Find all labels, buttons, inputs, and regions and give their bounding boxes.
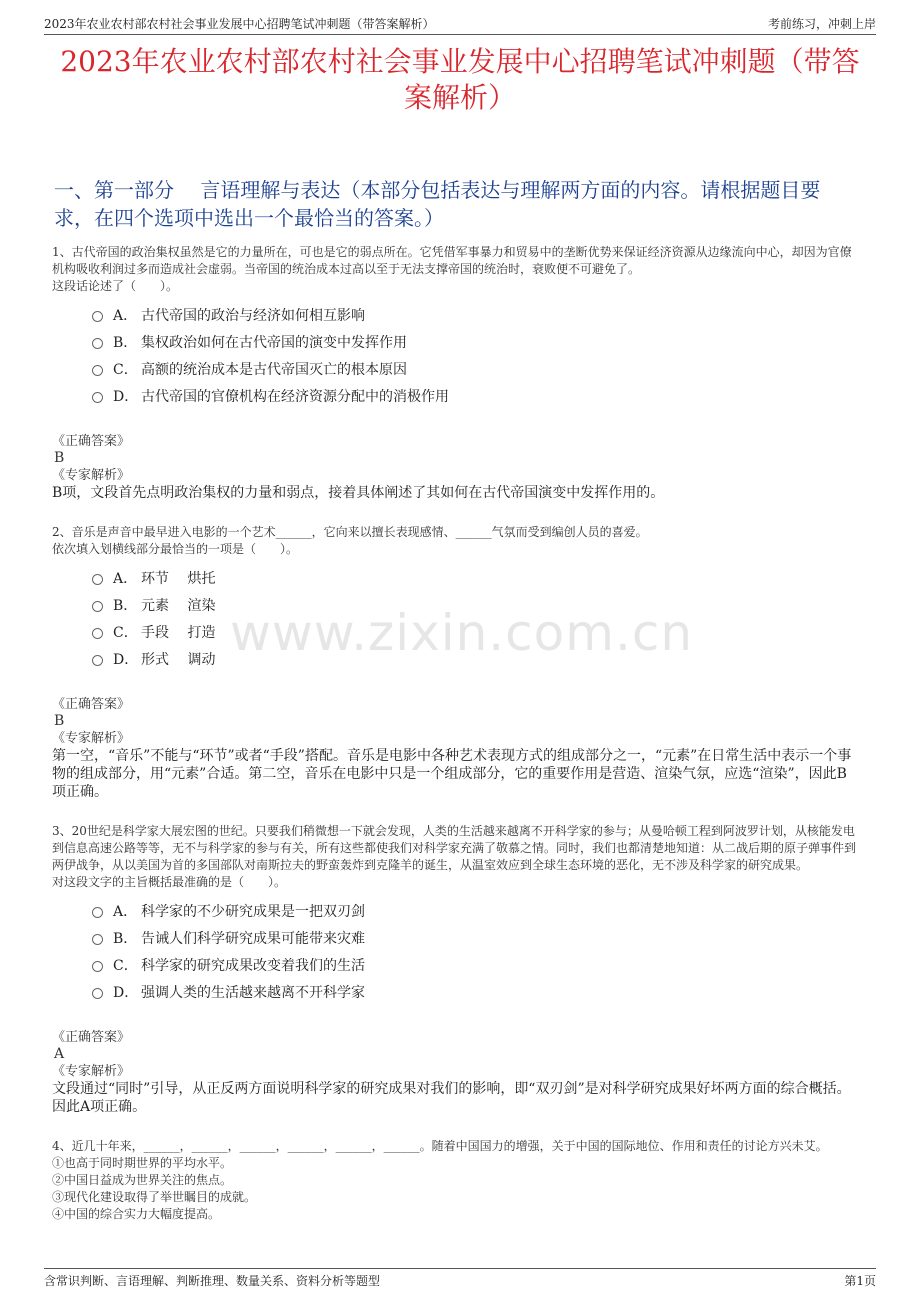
footer-left-text: 含常识判断、言语理解、判断推理、数量关系、资料分析等题型 xyxy=(44,1274,381,1288)
answer-value: B xyxy=(54,450,65,466)
statement-item: ②中国日益成为世界关注的焦点。 xyxy=(52,1173,233,1187)
analysis-text: B项，文段首先点明政治集权的力量和弱点，接着具体阐述了其如何在古代帝国演变中发挥作用的。 xyxy=(52,485,665,501)
question-stem: 1、古代帝国的政治集权虽然是它的力量所在，可也是它的弱点所在。它凭借军事暴力和贸易中的垄断优势来保证经济资源从边缘流向中心，却因为官僚机构吸收利润过多而造成社会虚弱。当帝国的统治成本过高以至于无法支撑帝国的统治时，衰败便不可避免了。 xyxy=(52,245,852,276)
radio-icon[interactable] xyxy=(92,601,103,612)
option-letter: D． xyxy=(113,984,139,1001)
analysis-text: 文段通过“同时”引导，从正反两方面说明科学家的研究成果对我们的影响，即“双刃剑”是对科学研究成果好坏两方面的综合概括。因此A项正确。 xyxy=(52,1081,851,1115)
radio-icon[interactable] xyxy=(92,574,103,585)
option-text: 手段 打造 xyxy=(141,624,216,641)
option-text: 环节 烘托 xyxy=(141,570,216,587)
answer-block xyxy=(52,1029,860,1116)
statement-item: ④中国的综合实力大幅度提高。 xyxy=(52,1207,221,1221)
option-letter: B． xyxy=(113,930,138,947)
page-footer xyxy=(44,1268,876,1292)
question-stem: 2、音乐是声音中最早进入电影的一个艺术______，它向来以擅长表现感情、______气氛而受到编创人员的喜爱。 xyxy=(52,525,648,539)
option-text: 高额的统治成本是古代帝国灭亡的根本原因 xyxy=(141,361,407,378)
header-right-text: 考前练习，冲刺上岸 xyxy=(767,17,876,31)
option-text: 集权政治如何在古代帝国的演变中发挥作用 xyxy=(141,334,407,351)
answer-value: A xyxy=(54,1046,65,1062)
option-letter: C． xyxy=(113,624,138,641)
radio-icon[interactable] xyxy=(92,655,103,666)
radio-icon[interactable] xyxy=(92,988,103,999)
option-letter: C． xyxy=(113,957,138,974)
option-text: 告诫人们科学研究成果可能带来灾难 xyxy=(141,930,365,947)
option-letter: B． xyxy=(113,334,138,351)
question-prompt: 依次填入划横线部分最恰当的一项是（ ）。 xyxy=(52,542,299,556)
option-list xyxy=(92,564,860,672)
option-letter: A． xyxy=(113,903,138,920)
page-header xyxy=(44,12,876,35)
answer-block xyxy=(52,433,860,502)
statement-item: ③现代化建设取得了举世瞩目的成就。 xyxy=(52,1190,257,1204)
question-3 xyxy=(52,823,860,1116)
radio-icon[interactable] xyxy=(92,311,103,322)
answer-label: 《正确答案》 xyxy=(52,1030,131,1045)
analysis-label: 《专家解析》 xyxy=(52,731,131,746)
option-list xyxy=(92,897,860,1005)
page-number: 第1页 xyxy=(844,1274,876,1288)
option-text: 科学家的研究成果改变着我们的生活 xyxy=(141,957,365,974)
option-d[interactable] xyxy=(92,382,860,409)
analysis-label: 《专家解析》 xyxy=(52,1064,131,1079)
radio-icon[interactable] xyxy=(92,934,103,945)
option-d[interactable] xyxy=(92,645,860,672)
answer-label: 《正确答案》 xyxy=(52,697,131,712)
radio-icon[interactable] xyxy=(92,907,103,918)
radio-icon[interactable] xyxy=(92,392,103,403)
option-letter: A． xyxy=(113,307,138,324)
option-text: 古代帝国的官僚机构在经济资源分配中的消极作用 xyxy=(141,388,449,405)
option-letter: A． xyxy=(113,570,138,587)
document-title: 2023年农业农村部农村社会事业发展中心招聘笔试冲刺题（带答案解析） xyxy=(60,45,860,114)
option-letter: D． xyxy=(113,388,139,405)
question-stem: 4、近几十年来，______，______，______，______，______，______。随着中国国力的增强，关于中国的国际地位、作用和责任的讨论方兴未艾。 xyxy=(52,1139,828,1153)
statement-list xyxy=(52,1155,860,1223)
option-text: 古代帝国的政治与经济如何相互影响 xyxy=(141,307,365,324)
option-text: 科学家的不少研究成果是一把双刃剑 xyxy=(141,903,365,920)
option-letter: B． xyxy=(113,597,138,614)
radio-icon[interactable] xyxy=(92,338,103,349)
option-text: 强调人类的生活越来越离不开科学家 xyxy=(141,984,365,1001)
option-letter: D． xyxy=(113,651,139,668)
section-heading: 一、第一部分 言语理解与表达（本部分包括表达与理解两方面的内容。请根据题目要求，在四个选项中选出一个最恰当的答案。） xyxy=(54,178,821,230)
answer-label: 《正确答案》 xyxy=(52,434,131,449)
option-c[interactable] xyxy=(92,618,860,645)
question-4 xyxy=(52,1138,860,1223)
question-stem: 3、20世纪是科学家大展宏图的世纪。只要我们稍微想一下就会发现，人类的生活越来越离不开科学家的参与；从曼哈顿工程到阿波罗计划，从核能发电到信息高速公路等等，无不与科学家的参与有关，所有这些都使我们对科学家充满了敬慕之情。同时，我们也都清楚地知道：从二战后期的原子弹事件到两伊战争，从以美国为首的多国部队对南斯拉夫的野蛮轰炸到克隆羊的诞生，从温室效应到全球生态环境的恶化，无不涉及科学家的研究成果。 xyxy=(52,824,857,872)
analysis-text: 第一空，“音乐”不能与“环节”或者“手段”搭配。音乐是电影中各种艺术表现方式的组成部分之一，“元素”在日常生活中表示一个事物的组成部分，用“元素”合适。第二空，音乐在电影中只是一个组成部分，它的重要作用是营造、渲染气氛，应选“渲染”，因此B项正确。 xyxy=(52,748,852,800)
option-b[interactable] xyxy=(92,591,860,618)
option-a[interactable] xyxy=(92,301,860,328)
option-a[interactable] xyxy=(92,897,860,924)
option-letter: C． xyxy=(113,361,138,378)
option-d[interactable] xyxy=(92,978,860,1005)
option-b[interactable] xyxy=(92,924,860,951)
question-1 xyxy=(52,244,860,502)
question-list xyxy=(52,244,860,1233)
answer-value: B xyxy=(54,713,65,729)
watermark-text: www.zixin.com.cn xyxy=(230,604,694,662)
answer-block xyxy=(52,696,860,801)
option-b[interactable] xyxy=(92,328,860,355)
question-2 xyxy=(52,524,860,801)
radio-icon[interactable] xyxy=(92,961,103,972)
option-c[interactable] xyxy=(92,951,860,978)
analysis-label: 《专家解析》 xyxy=(52,468,131,483)
header-left-text: 2023年农业农村部农村社会事业发展中心招聘笔试冲刺题（带答案解析） xyxy=(44,17,435,31)
radio-icon[interactable] xyxy=(92,628,103,639)
option-a[interactable] xyxy=(92,564,860,591)
statement-item: ①也高于同时期世界的平均水平。 xyxy=(52,1156,233,1170)
option-text: 元素 渲染 xyxy=(141,597,216,614)
option-c[interactable] xyxy=(92,355,860,382)
radio-icon[interactable] xyxy=(92,365,103,376)
option-list xyxy=(92,301,860,409)
question-prompt: 这段话论述了（ ）。 xyxy=(52,279,179,293)
question-prompt: 对这段文字的主旨概括最准确的是（ ）。 xyxy=(52,875,287,889)
option-text: 形式 调动 xyxy=(141,651,216,668)
